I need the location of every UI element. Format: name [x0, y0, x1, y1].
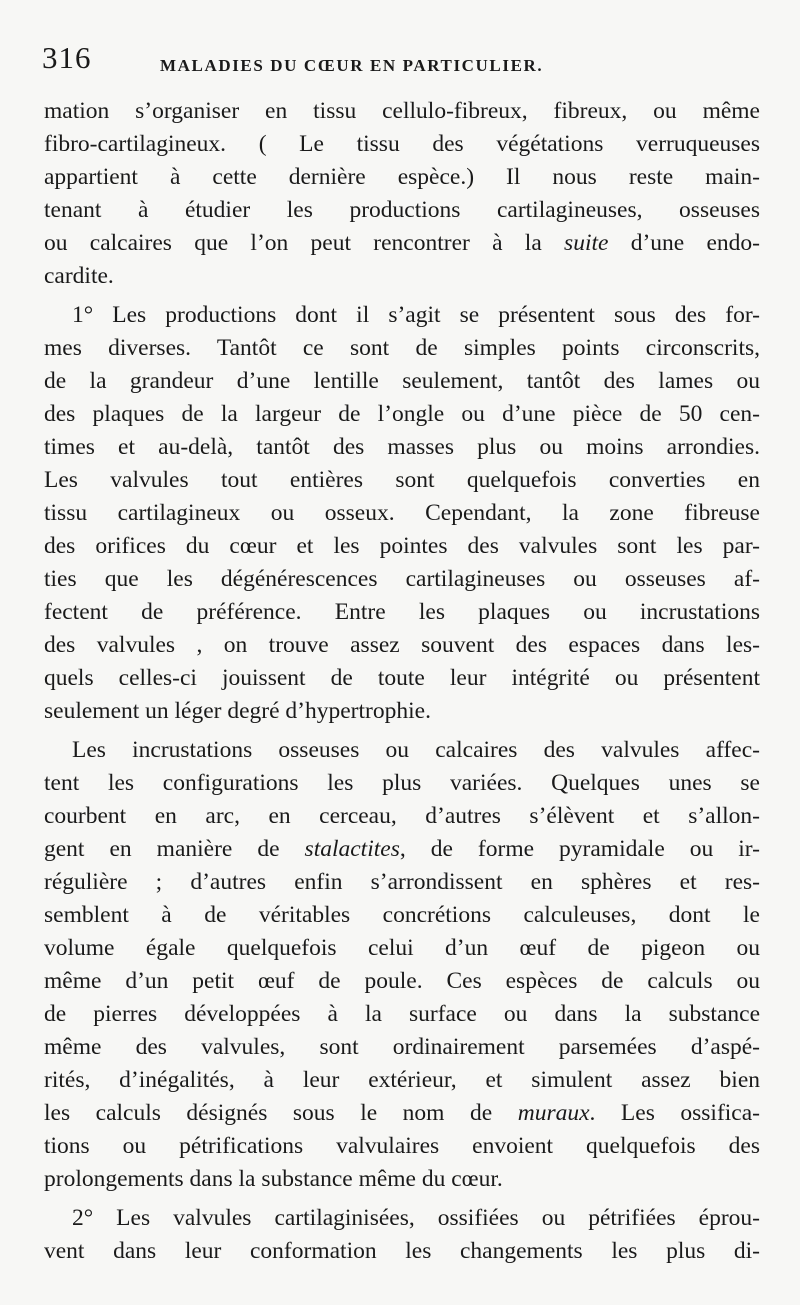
text-line: de la grandeur d’une lentille seulement, tantôt des lames ou — [44, 368, 760, 394]
text-line: 2° Les valvules cartilaginisées, ossifiées ou pétrifiées éprou- — [72, 1205, 760, 1231]
italic-term: muraux — [517, 1100, 590, 1126]
text-line: gent en manière de stalactites, de forme pyramidale ou ir- — [44, 836, 760, 862]
body-text — [44, 95, 760, 1268]
text-line: tent les configurations les plus variées. Quelques unes se — [44, 770, 760, 796]
text-line: tissu cartilagineux ou osseux. Cependant, la zone fibreuse — [44, 500, 760, 526]
text-line: times et au-delà, tantôt des masses plus ou moins arrondies. — [44, 434, 760, 460]
text-line: tenant à étudier les productions cartilagineuses, osseuses — [44, 197, 760, 223]
text-line: mes diverses. Tantôt ce sont de simples points circonscrits, — [44, 335, 760, 361]
italic-term: suite — [564, 230, 609, 256]
text-line: les calculs désignés sous le nom de muraux. Les ossifica- — [44, 1100, 760, 1126]
paragraph-continuation — [44, 95, 760, 293]
text-line: Les incrustations osseuses ou calcaires des valvules affec- — [72, 737, 760, 763]
text-line: régulière ; d’autres enfin s’arrondissent en sphères et res- — [44, 869, 760, 895]
text-line: courbent en arc, en cerceau, d’autres s’élèvent et s’allon- — [44, 803, 760, 829]
text-line: rités, d’inégalités, à leur extérieur, et simulent assez bien — [44, 1067, 760, 1093]
text-line: mation s’organiser en tissu cellulo-fibreux, fibreux, ou même — [44, 98, 760, 124]
text-line: de pierres développées à la surface ou dans la substance — [44, 1001, 760, 1027]
text-line: prolongements dans la substance même du cœur. — [44, 1166, 503, 1192]
text-line: quels celles-ci jouissent de toute leur intégrité ou présentent — [44, 665, 760, 691]
text-line: semblent à de véritables concrétions calculeuses, dont le — [44, 902, 760, 928]
text-line: des valvules , on trouve assez souvent des espaces dans les- — [44, 632, 760, 658]
paragraph-productions — [44, 299, 760, 728]
text-line: cardite. — [44, 263, 114, 289]
paragraph-incrustations — [44, 734, 760, 1196]
text-line: même des valvules, sont ordinairement parsemées d’aspé- — [44, 1034, 760, 1060]
italic-term: stalactites — [304, 836, 400, 862]
text-line: même d’un petit œuf de poule. Ces espèces de calculs ou — [44, 968, 760, 994]
text-line: des plaques de la largeur de l’ongle ou d’une pièce de 50 cen- — [44, 401, 760, 427]
text-line: 1° Les productions dont il s’agit se présentent sous des for- — [72, 302, 760, 328]
text-line: appartient à cette dernière espèce.) Il nous reste main- — [44, 164, 760, 190]
text-line: vent dans leur conformation les changements les plus di- — [44, 1238, 760, 1264]
text-line: ou calcaires que l’on peut rencontrer à la suite d’une endo- — [44, 230, 760, 256]
page-number: 316 — [42, 40, 92, 75]
paragraph-changements — [44, 1202, 760, 1268]
text-line: Les valvules tout entières sont quelquefois converties en — [44, 467, 760, 493]
text-line: tions ou pétrifications valvulaires envoient quelquefois des — [44, 1133, 760, 1159]
text-line: volume égale quelquefois celui d’un œuf de pigeon ou — [44, 935, 760, 961]
text-line: fectent de préférence. Entre les plaques ou incrustations — [44, 599, 760, 625]
text-line: des orifices du cœur et les pointes des valvules sont les par- — [44, 533, 760, 559]
text-line: seulement un léger degré d’hypertrophie. — [44, 698, 431, 724]
running-head: MALADIES DU CŒUR EN PARTICULIER. — [160, 56, 544, 75]
text-line: fibro-cartilagineux. ( Le tissu des végétations verruqueuses — [44, 131, 760, 157]
text-line: ties que les dégénérescences cartilagineuses ou osseuses af- — [44, 566, 760, 592]
